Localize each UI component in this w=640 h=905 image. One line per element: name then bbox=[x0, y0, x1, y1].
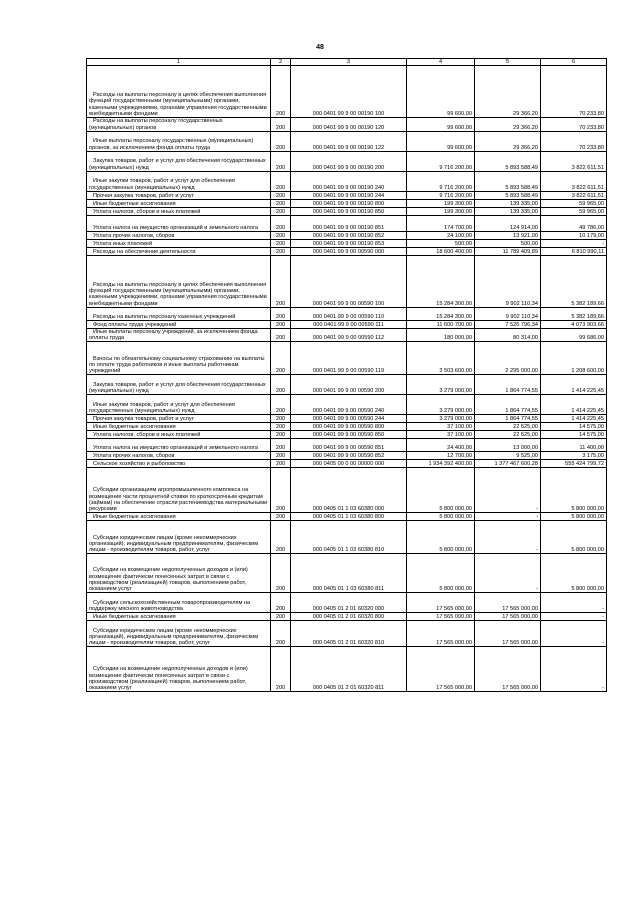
row-name: Сельское хозяйство и рыболовство bbox=[87, 460, 271, 468]
row-unexecuted-amount: 3 822 611,51 bbox=[541, 191, 607, 199]
row-classification-code: 000 0405 01 2 01 60320 811 bbox=[291, 647, 407, 692]
row-classification-code: 000 0401 99 9 00 00590 800 bbox=[291, 423, 407, 431]
row-classification-code: 000 0401 99 9 00 00590 111 bbox=[291, 320, 407, 328]
row-unexecuted-amount: 3 822 611,51 bbox=[541, 151, 607, 171]
row-classification-code: 000 0401 99 9 00 00590 000 bbox=[291, 247, 407, 255]
page-number: 48 bbox=[316, 44, 324, 51]
row-classification-code: 000 0405 01 1 03 60380 811 bbox=[291, 554, 407, 593]
row-name: Уплата прочих налогов, сборов bbox=[87, 231, 271, 239]
row-executed-amount: 139 335,00 bbox=[475, 207, 541, 215]
row-line-code: 200 bbox=[271, 521, 291, 554]
row-approved-amount: 24 400,00 bbox=[407, 439, 475, 452]
row-line-code: 200 bbox=[271, 431, 291, 439]
row-unexecuted-amount: 5 800 000,00 bbox=[541, 554, 607, 593]
row-line-code: 200 bbox=[271, 307, 291, 320]
row-executed-amount: 1 864 774,55 bbox=[475, 415, 541, 423]
row-executed-amount: 124 914,00 bbox=[475, 215, 541, 231]
row-name: Иные выплаты персоналу государственных (муниципальных) органов, за исключением фонда оплаты труда bbox=[87, 131, 271, 151]
row-unexecuted-amount: 1 414 225,45 bbox=[541, 415, 607, 423]
table-row bbox=[87, 239, 607, 247]
row-line-code: 200 bbox=[271, 328, 291, 342]
row-executed-amount: 29 366,20 bbox=[475, 131, 541, 151]
row-executed-amount: 80 314,00 bbox=[475, 328, 541, 342]
row-name: Закупка товаров, работ и услуг для обеспечения государственных (муниципальных) нужд bbox=[87, 151, 271, 171]
row-approved-amount: 99 600,00 bbox=[407, 131, 475, 151]
row-name: Прочая закупка товаров, работ и услуг bbox=[87, 191, 271, 199]
row-line-code: 200 bbox=[271, 151, 291, 171]
row-name: Субсидии юридическим лицам (кроме некоммерческих организаций), индивидуальным предпринимателям, физическим лицам - производителям товаров, работ, услуг bbox=[87, 521, 271, 554]
row-unexecuted-amount: 4 073 903,66 bbox=[541, 320, 607, 328]
table-row bbox=[87, 118, 607, 132]
table-row bbox=[87, 191, 607, 199]
row-line-code: 200 bbox=[271, 554, 291, 593]
row-approved-amount: 15 284 300,00 bbox=[407, 255, 475, 307]
row-approved-amount: 99 600,00 bbox=[407, 66, 475, 118]
row-executed-amount: 1 864 774,55 bbox=[475, 395, 541, 415]
row-approved-amount: 9 716 200,00 bbox=[407, 191, 475, 199]
column-header: 3 bbox=[291, 59, 407, 66]
row-executed-amount: 9 525,00 bbox=[475, 452, 541, 460]
row-classification-code: 000 0401 99 9 00 00190 122 bbox=[291, 131, 407, 151]
row-approved-amount: 9 716 200,00 bbox=[407, 151, 475, 171]
table-row bbox=[87, 415, 607, 423]
row-name: Иные закупки товаров, работ и услуг для обеспечения государственных (муниципальных) нужд bbox=[87, 171, 271, 191]
row-approved-amount: 5 800 000,00 bbox=[407, 554, 475, 593]
row-line-code: 200 bbox=[271, 395, 291, 415]
table-row bbox=[87, 468, 607, 513]
row-line-code: 200 bbox=[271, 247, 291, 255]
row-executed-amount: 2 295 000,00 bbox=[475, 342, 541, 375]
row-classification-code: 000 0401 99 9 00 00190 852 bbox=[291, 231, 407, 239]
row-executed-amount: 29 366,20 bbox=[475, 118, 541, 132]
row-unexecuted-amount: 70 233,80 bbox=[541, 66, 607, 118]
row-approved-amount: 180 000,00 bbox=[407, 328, 475, 342]
row-name: Уплата налогов, сборов и иных платежей bbox=[87, 431, 271, 439]
row-unexecuted-amount: - bbox=[541, 621, 607, 647]
row-executed-amount: 17 565 000,00 bbox=[475, 613, 541, 621]
row-line-code: 200 bbox=[271, 342, 291, 375]
table-row bbox=[87, 423, 607, 431]
row-unexecuted-amount: 3 822 611,51 bbox=[541, 171, 607, 191]
row-unexecuted-amount: 59 965,00 bbox=[541, 199, 607, 207]
row-executed-amount: 500,00 bbox=[475, 239, 541, 247]
row-line-code: 200 bbox=[271, 191, 291, 199]
row-name: Субсидии юридическим лицам (кроме некоммерческих организаций), индивидуальным предпринимателям, физическим лицам - производителям товаров, работ, услуг bbox=[87, 621, 271, 647]
column-header: 4 bbox=[407, 59, 475, 66]
row-approved-amount: 18 600 400,00 bbox=[407, 247, 475, 255]
row-executed-amount: 7 526 796,34 bbox=[475, 320, 541, 328]
row-unexecuted-amount: 10 179,00 bbox=[541, 231, 607, 239]
row-unexecuted-amount: 3 175,00 bbox=[541, 452, 607, 460]
row-classification-code: 000 0405 01 1 03 60380 810 bbox=[291, 521, 407, 554]
table-row bbox=[87, 647, 607, 692]
table-row bbox=[87, 593, 607, 613]
row-approved-amount: 17 565 000,00 bbox=[407, 593, 475, 613]
row-name: Расходы на выплаты персоналу казенных учреждений bbox=[87, 307, 271, 320]
row-line-code: 200 bbox=[271, 415, 291, 423]
row-line-code: 200 bbox=[271, 118, 291, 132]
table-body bbox=[87, 66, 607, 692]
table-row bbox=[87, 521, 607, 554]
row-approved-amount: 17 565 000,00 bbox=[407, 613, 475, 621]
table-row bbox=[87, 320, 607, 328]
row-approved-amount: 9 716 200,00 bbox=[407, 171, 475, 191]
row-name: Уплата налога на имущество организаций и земельного налога bbox=[87, 215, 271, 231]
row-approved-amount: 5 800 000,00 bbox=[407, 468, 475, 513]
row-approved-amount: 37 100,00 bbox=[407, 431, 475, 439]
table-row bbox=[87, 215, 607, 231]
row-unexecuted-amount: 1 208 600,00 bbox=[541, 342, 607, 375]
row-classification-code: 000 0401 99 9 00 00590 850 bbox=[291, 431, 407, 439]
row-executed-amount: 13 921,00 bbox=[475, 231, 541, 239]
row-approved-amount: 17 565 000,00 bbox=[407, 621, 475, 647]
row-approved-amount: 3 503 600,00 bbox=[407, 342, 475, 375]
row-name: Иные выплаты персоналу учреждений, за исключением фонда оплаты труда bbox=[87, 328, 271, 342]
row-classification-code: 000 0401 99 9 00 00590 200 bbox=[291, 375, 407, 395]
table-row bbox=[87, 460, 607, 468]
row-classification-code: 000 0401 99 9 00 00190 800 bbox=[291, 199, 407, 207]
row-line-code: 200 bbox=[271, 239, 291, 247]
row-executed-amount: 1 864 774,55 bbox=[475, 375, 541, 395]
row-approved-amount: 174 700,00 bbox=[407, 215, 475, 231]
row-classification-code: 000 0405 01 1 03 60380 800 bbox=[291, 513, 407, 521]
table-row bbox=[87, 621, 607, 647]
table-row bbox=[87, 66, 607, 118]
row-line-code: 200 bbox=[271, 468, 291, 513]
table-row bbox=[87, 439, 607, 452]
row-classification-code: 000 0405 01 2 01 60320 800 bbox=[291, 613, 407, 621]
table-row bbox=[87, 151, 607, 171]
row-line-code: 200 bbox=[271, 320, 291, 328]
row-unexecuted-amount: 14 575,00 bbox=[541, 431, 607, 439]
table-row bbox=[87, 231, 607, 239]
row-unexecuted-amount: 5 800 000,00 bbox=[541, 521, 607, 554]
row-approved-amount: 3 279 000,00 bbox=[407, 375, 475, 395]
table-row bbox=[87, 431, 607, 439]
row-line-code: 200 bbox=[271, 621, 291, 647]
table-row bbox=[87, 328, 607, 342]
row-executed-amount: 1 377 467 600,28 bbox=[475, 460, 541, 468]
table-row bbox=[87, 513, 607, 521]
row-executed-amount: 22 525,00 bbox=[475, 423, 541, 431]
row-classification-code: 000 0405 00 0 00 00000 000 bbox=[291, 460, 407, 468]
row-classification-code: 000 0401 99 9 00 00190 100 bbox=[291, 66, 407, 118]
row-classification-code: 000 0401 99 9 00 00190 850 bbox=[291, 207, 407, 215]
row-name: Расходы на выплаты персоналу государственных (муниципальных) органов bbox=[87, 118, 271, 132]
column-header: 6 bbox=[541, 59, 607, 66]
row-unexecuted-amount: 5 382 189,66 bbox=[541, 307, 607, 320]
row-approved-amount: 199 300,00 bbox=[407, 207, 475, 215]
row-executed-amount: - bbox=[475, 554, 541, 593]
row-executed-amount: - bbox=[475, 468, 541, 513]
row-name: Фонд оплаты труда учреждений bbox=[87, 320, 271, 328]
table-row bbox=[87, 375, 607, 395]
row-classification-code: 000 0401 99 9 00 00190 851 bbox=[291, 215, 407, 231]
table-row bbox=[87, 131, 607, 151]
table-row bbox=[87, 307, 607, 320]
row-approved-amount: 12 700,00 bbox=[407, 452, 475, 460]
row-name: Закупка товаров, работ и услуг для обеспечения государственных (муниципальных) нужд bbox=[87, 375, 271, 395]
row-name: Субсидии на возмещение недополученных доходов и (или) возмещение фактически понесенных затрат в связи с производством (реализацией) товаров, выполнением работ, оказанием услуг bbox=[87, 554, 271, 593]
table-row bbox=[87, 207, 607, 215]
row-classification-code: 000 0401 99 9 00 00590 110 bbox=[291, 307, 407, 320]
table-row bbox=[87, 171, 607, 191]
row-unexecuted-amount: 1 414 225,45 bbox=[541, 375, 607, 395]
row-executed-amount: 17 565 000,00 bbox=[475, 593, 541, 613]
row-line-code: 200 bbox=[271, 131, 291, 151]
row-unexecuted-amount: 70 233,80 bbox=[541, 118, 607, 132]
row-unexecuted-amount: 1 414 225,45 bbox=[541, 395, 607, 415]
row-classification-code: 000 0401 99 9 00 00590 244 bbox=[291, 415, 407, 423]
row-name: Уплата налогов, сборов и иных платежей bbox=[87, 207, 271, 215]
table-row bbox=[87, 199, 607, 207]
row-unexecuted-amount: 5 382 189,66 bbox=[541, 255, 607, 307]
table-row bbox=[87, 255, 607, 307]
row-line-code: 200 bbox=[271, 66, 291, 118]
row-approved-amount: 17 565 000,00 bbox=[407, 647, 475, 692]
row-unexecuted-amount: 70 233,80 bbox=[541, 131, 607, 151]
row-unexecuted-amount: 99 686,00 bbox=[541, 328, 607, 342]
row-approved-amount: 199 300,00 bbox=[407, 199, 475, 207]
row-name: Уплата прочих налогов, сборов bbox=[87, 452, 271, 460]
row-unexecuted-amount: 59 965,00 bbox=[541, 207, 607, 215]
row-line-code: 200 bbox=[271, 199, 291, 207]
row-approved-amount: 1 934 392 400,00 bbox=[407, 460, 475, 468]
row-approved-amount: 24 100,00 bbox=[407, 231, 475, 239]
column-header: 5 bbox=[475, 59, 541, 66]
table-row bbox=[87, 554, 607, 593]
row-unexecuted-amount: 6 810 990,11 bbox=[541, 247, 607, 255]
row-classification-code: 000 0401 99 9 00 00590 100 bbox=[291, 255, 407, 307]
row-classification-code: 000 0401 99 9 00 00190 200 bbox=[291, 151, 407, 171]
row-unexecuted-amount: 11 400,00 bbox=[541, 439, 607, 452]
row-line-code: 200 bbox=[271, 460, 291, 468]
row-approved-amount: 3 279 000,00 bbox=[407, 395, 475, 415]
row-name: Взносы по обязательному социальному страхованию на выплаты по оплате труда работников и иные выплаты работникам учреждений bbox=[87, 342, 271, 375]
row-name: Иные закупки товаров, работ и услуг для обеспечения государственных (муниципальных) нужд bbox=[87, 395, 271, 415]
row-line-code: 200 bbox=[271, 423, 291, 431]
row-executed-amount: - bbox=[475, 513, 541, 521]
row-executed-amount: 22 525,00 bbox=[475, 431, 541, 439]
row-executed-amount: - bbox=[475, 521, 541, 554]
row-name: Прочая закупка товаров, работ и услуг bbox=[87, 415, 271, 423]
row-unexecuted-amount: - bbox=[541, 239, 607, 247]
row-approved-amount: 5 800 000,00 bbox=[407, 521, 475, 554]
row-name: Иные бюджетные ассигнования bbox=[87, 513, 271, 521]
row-line-code: 200 bbox=[271, 439, 291, 452]
row-line-code: 200 bbox=[271, 215, 291, 231]
row-executed-amount: 5 893 588,49 bbox=[475, 171, 541, 191]
row-line-code: 200 bbox=[271, 647, 291, 692]
row-name: Уплата налога на имущество организаций и земельного налога bbox=[87, 439, 271, 452]
row-name: Иные бюджетные ассигнования bbox=[87, 199, 271, 207]
row-classification-code: 000 0401 99 9 00 00190 240 bbox=[291, 171, 407, 191]
row-classification-code: 000 0405 01 1 03 60380 000 bbox=[291, 468, 407, 513]
row-classification-code: 000 0405 01 2 01 60320 000 bbox=[291, 593, 407, 613]
row-name: Расходы на выплаты персоналу в целях обеспечения выполнения функций государственными (муниципальными) органами, казенными учреждениями, органами управления государственными внебюджетными фондами bbox=[87, 255, 271, 307]
row-executed-amount: 11 789 409,89 bbox=[475, 247, 541, 255]
row-unexecuted-amount: 14 575,00 bbox=[541, 423, 607, 431]
row-unexecuted-amount: 5 800 000,00 bbox=[541, 468, 607, 513]
header-row bbox=[87, 59, 607, 66]
row-line-code: 200 bbox=[271, 231, 291, 239]
row-executed-amount: 17 565 000,00 bbox=[475, 647, 541, 692]
row-classification-code: 000 0401 99 9 00 00590 240 bbox=[291, 395, 407, 415]
row-line-code: 200 bbox=[271, 513, 291, 521]
row-line-code: 200 bbox=[271, 613, 291, 621]
row-classification-code: 000 0401 99 9 00 00190 120 bbox=[291, 118, 407, 132]
row-line-code: 200 bbox=[271, 207, 291, 215]
row-classification-code: 000 0401 99 9 00 00590 852 bbox=[291, 452, 407, 460]
row-unexecuted-amount: - bbox=[541, 647, 607, 692]
row-name: Уплата иных платежей bbox=[87, 239, 271, 247]
row-executed-amount: 139 335,00 bbox=[475, 199, 541, 207]
row-approved-amount: 5 800 000,00 bbox=[407, 513, 475, 521]
row-classification-code: 000 0401 99 9 00 00190 244 bbox=[291, 191, 407, 199]
row-executed-amount: 5 893 588,49 bbox=[475, 151, 541, 171]
row-approved-amount: 99 600,00 bbox=[407, 118, 475, 132]
table-row bbox=[87, 613, 607, 621]
row-classification-code: 000 0401 99 9 00 00590 119 bbox=[291, 342, 407, 375]
budget-table bbox=[86, 58, 607, 692]
row-executed-amount: 5 893 588,49 bbox=[475, 191, 541, 199]
row-classification-code: 000 0405 01 2 01 60320 810 bbox=[291, 621, 407, 647]
row-approved-amount: 15 284 300,00 bbox=[407, 307, 475, 320]
table-row bbox=[87, 395, 607, 415]
row-name: Расходы на выплаты персоналу в целях обеспечения выполнения функций государственными (муниципальными) органами, казенными учреждениями, органами управления государственными внебюджетными фондами bbox=[87, 66, 271, 118]
table-row bbox=[87, 342, 607, 375]
row-name: Иные бюджетные ассигнования bbox=[87, 613, 271, 621]
row-classification-code: 000 0401 99 9 00 00190 853 bbox=[291, 239, 407, 247]
column-header: 1 bbox=[87, 59, 271, 66]
row-line-code: 200 bbox=[271, 171, 291, 191]
column-header: 2 bbox=[271, 59, 291, 66]
row-unexecuted-amount: 555 424 799,72 bbox=[541, 460, 607, 468]
row-executed-amount: 29 366,20 bbox=[475, 66, 541, 118]
row-line-code: 200 bbox=[271, 375, 291, 395]
table-row bbox=[87, 247, 607, 255]
row-executed-amount: 17 565 000,00 bbox=[475, 621, 541, 647]
row-unexecuted-amount: - bbox=[541, 593, 607, 613]
row-name: Субсидии на возмещение недополученных доходов и (или) возмещение фактически понесенных затрат в связи с производством (реализацией) товаров, выполнением работ, оказанием услуг bbox=[87, 647, 271, 692]
row-unexecuted-amount: 5 800 000,00 bbox=[541, 513, 607, 521]
row-approved-amount: 3 279 000,00 bbox=[407, 415, 475, 423]
row-unexecuted-amount: - bbox=[541, 613, 607, 621]
row-approved-amount: 11 600 700,00 bbox=[407, 320, 475, 328]
row-executed-amount: 9 902 110,34 bbox=[475, 307, 541, 320]
row-name: Субсидии сельскохозяйственным товаропроизводителям на поддержку мясного животноводства bbox=[87, 593, 271, 613]
row-approved-amount: 500,00 bbox=[407, 239, 475, 247]
row-executed-amount: 13 000,00 bbox=[475, 439, 541, 452]
row-name: Иные бюджетные ассигнования bbox=[87, 423, 271, 431]
row-name: Субсидии организациям агропромышленного комплекса на возмещение части процентной ставки по краткосрочным кредитам (займам) на обеспечение отрасли растениеводства материальными ресурсами bbox=[87, 468, 271, 513]
row-line-code: 200 bbox=[271, 452, 291, 460]
row-line-code: 200 bbox=[271, 255, 291, 307]
row-executed-amount: 9 902 110,34 bbox=[475, 255, 541, 307]
row-name: Расходы на обеспечение деятельности bbox=[87, 247, 271, 255]
table-row bbox=[87, 452, 607, 460]
row-approved-amount: 37 100,00 bbox=[407, 423, 475, 431]
row-classification-code: 000 0401 99 9 00 00590 851 bbox=[291, 439, 407, 452]
row-unexecuted-amount: 49 786,00 bbox=[541, 215, 607, 231]
row-classification-code: 000 0401 99 9 00 00590 112 bbox=[291, 328, 407, 342]
row-line-code: 200 bbox=[271, 593, 291, 613]
